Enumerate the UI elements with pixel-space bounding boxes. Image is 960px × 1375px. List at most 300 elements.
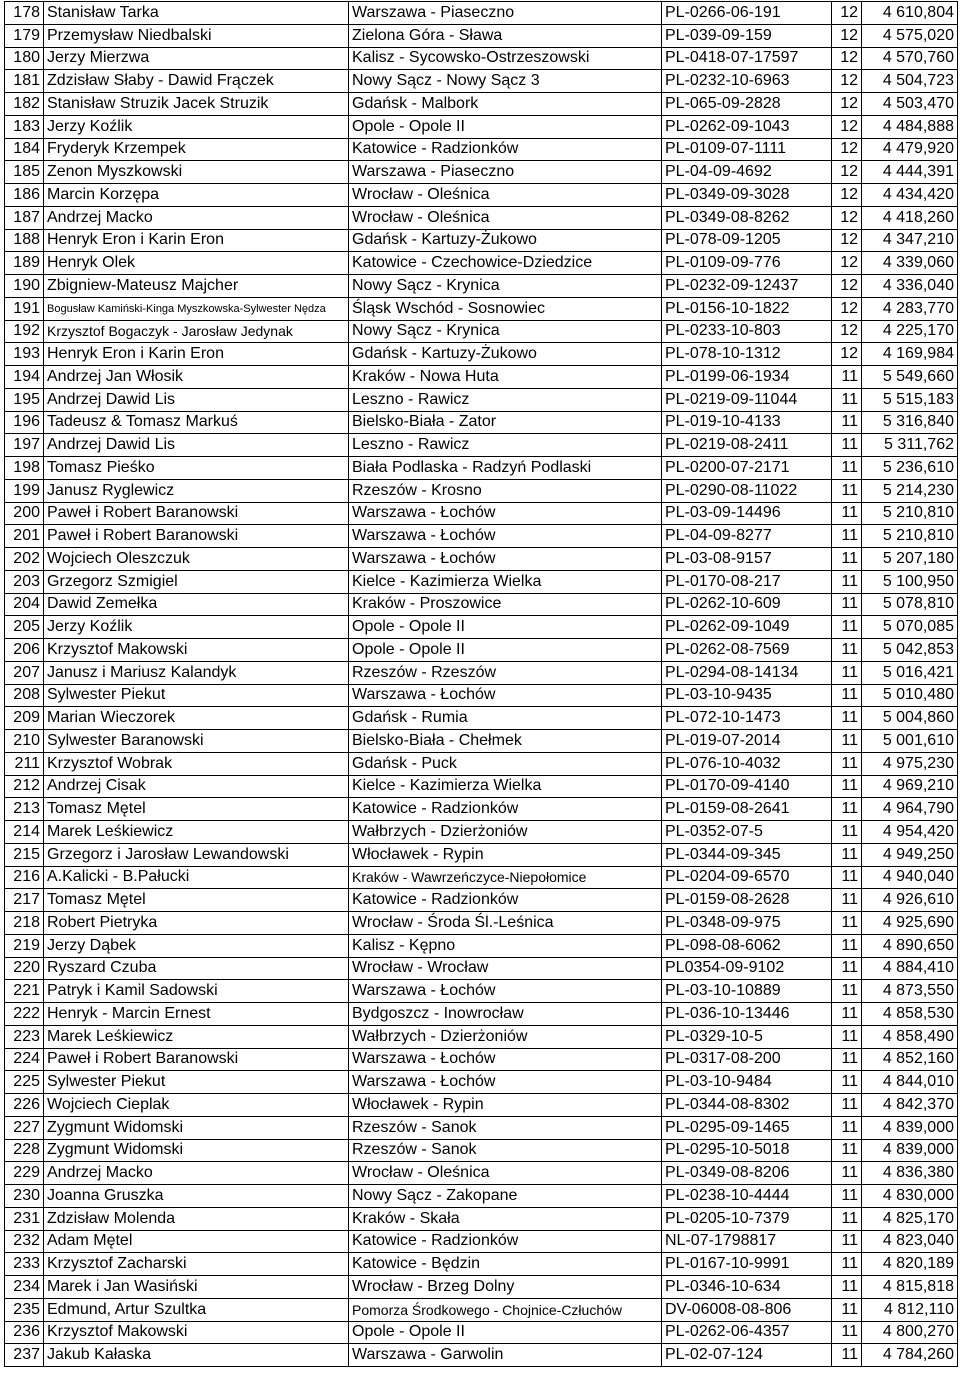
rank-cell: 209 [5, 707, 44, 730]
table-row [5, 2, 958, 25]
count-cell: 11 [832, 1253, 862, 1276]
ring-number-cell: PL-078-10-1312 [662, 343, 832, 366]
count-cell: 12 [832, 70, 862, 93]
ring-number-cell: PL-078-09-1205 [662, 229, 832, 252]
count-cell: 11 [832, 684, 862, 707]
fancier-name-cell: Zygmunt Widomski [44, 1139, 349, 1162]
fancier-name-cell: Jerzy Koźlik [44, 616, 349, 639]
section-cell: Katowice - Radzionków [349, 138, 662, 161]
fancier-name-cell: Adam Mętel [44, 1230, 349, 1253]
points-cell: 4 336,040 [862, 275, 958, 298]
section-cell: Rzeszów - Rzeszów [349, 661, 662, 684]
fancier-name-cell: Stanisław Tarka [44, 2, 349, 25]
points-cell: 4 890,650 [862, 934, 958, 957]
fancier-name-cell: Henryk Eron i Karin Eron [44, 229, 349, 252]
count-cell: 11 [832, 1003, 862, 1026]
ring-number-cell: PL-0295-09-1465 [662, 1116, 832, 1139]
rank-cell: 214 [5, 821, 44, 844]
count-cell: 11 [832, 843, 862, 866]
ring-number-cell: PL-0170-08-217 [662, 570, 832, 593]
rank-cell: 198 [5, 457, 44, 480]
points-cell: 4 479,920 [862, 138, 958, 161]
fancier-name-cell: Robert Pietryka [44, 912, 349, 935]
fancier-name-cell: A.Kalicki - B.Pałucki [44, 866, 349, 889]
rank-cell: 208 [5, 684, 44, 707]
ring-number-cell: PL-036-10-13446 [662, 1003, 832, 1026]
rank-cell: 183 [5, 115, 44, 138]
rank-cell: 216 [5, 866, 44, 889]
points-cell: 4 504,723 [862, 70, 958, 93]
table-row [5, 548, 958, 571]
rank-cell: 205 [5, 616, 44, 639]
count-cell: 12 [832, 115, 862, 138]
table-row [5, 502, 958, 525]
table-row [5, 866, 958, 889]
points-cell: 4 884,410 [862, 957, 958, 980]
table-row [5, 47, 958, 70]
count-cell: 12 [832, 184, 862, 207]
points-cell: 4 852,160 [862, 1048, 958, 1071]
count-cell: 11 [832, 661, 862, 684]
ring-number-cell: PL-0290-08-11022 [662, 479, 832, 502]
table-row [5, 525, 958, 548]
section-cell: Gdańsk - Kartuzy-Żukowo [349, 229, 662, 252]
count-cell: 11 [832, 593, 862, 616]
rank-cell: 227 [5, 1116, 44, 1139]
points-cell: 4 283,770 [862, 297, 958, 320]
count-cell: 11 [832, 1116, 862, 1139]
points-cell: 5 100,950 [862, 570, 958, 593]
points-cell: 4 926,610 [862, 889, 958, 912]
ring-number-cell: PL-0295-10-5018 [662, 1139, 832, 1162]
table-row [5, 479, 958, 502]
table-row [5, 206, 958, 229]
ring-number-cell: PL-03-10-10889 [662, 980, 832, 1003]
fancier-name-cell: Paweł i Robert Baranowski [44, 525, 349, 548]
fancier-name-cell: Marek Leśkiewicz [44, 821, 349, 844]
ring-number-cell: PL-039-09-159 [662, 24, 832, 47]
points-cell: 5 214,230 [862, 479, 958, 502]
section-cell: Śląsk Wschód - Sosnowiec [349, 297, 662, 320]
count-cell: 11 [832, 411, 862, 434]
count-cell: 11 [832, 912, 862, 935]
rank-cell: 222 [5, 1003, 44, 1026]
points-cell: 4 830,000 [862, 1185, 958, 1208]
ring-number-cell: PL-0262-06-4357 [662, 1321, 832, 1344]
count-cell: 11 [832, 639, 862, 662]
count-cell: 11 [832, 388, 862, 411]
count-cell: 11 [832, 1162, 862, 1185]
ring-number-cell: PL-04-09-8277 [662, 525, 832, 548]
section-cell: Kielce - Kazimierza Wielka [349, 570, 662, 593]
table-row [5, 1207, 958, 1230]
ring-number-cell: PL-0200-07-2171 [662, 457, 832, 480]
section-cell: Warszawa - Łochów [349, 525, 662, 548]
section-cell: Bielsko-Biała - Chełmek [349, 730, 662, 753]
section-cell: Warszawa - Łochów [349, 684, 662, 707]
count-cell: 12 [832, 320, 862, 343]
count-cell: 11 [832, 866, 862, 889]
count-cell: 11 [832, 1139, 862, 1162]
table-row [5, 320, 958, 343]
section-cell: Opole - Opole II [349, 1321, 662, 1344]
section-cell: Kielce - Kazimierza Wielka [349, 775, 662, 798]
section-cell: Wałbrzych - Dzierżoniów [349, 1025, 662, 1048]
count-cell: 11 [832, 1321, 862, 1344]
section-cell: Warszawa - Łochów [349, 980, 662, 1003]
count-cell: 11 [832, 1048, 862, 1071]
ring-number-cell: PL-03-10-9435 [662, 684, 832, 707]
section-cell: Wrocław - Oleśnica [349, 206, 662, 229]
section-cell: Rzeszów - Krosno [349, 479, 662, 502]
points-cell: 4 839,000 [862, 1116, 958, 1139]
rank-cell: 217 [5, 889, 44, 912]
section-cell: Gdańsk - Rumia [349, 707, 662, 730]
count-cell: 11 [832, 525, 862, 548]
section-cell: Zielona Góra - Sława [349, 24, 662, 47]
table-row [5, 411, 958, 434]
count-cell: 11 [832, 730, 862, 753]
table-row [5, 616, 958, 639]
rank-cell: 215 [5, 843, 44, 866]
fancier-name-cell: Fryderyk Krzempek [44, 138, 349, 161]
section-cell: Kalisz - Kępno [349, 934, 662, 957]
table-row [5, 980, 958, 1003]
rank-cell: 200 [5, 502, 44, 525]
table-row [5, 752, 958, 775]
fancier-name-cell: Sylwester Baranowski [44, 730, 349, 753]
rank-cell: 185 [5, 161, 44, 184]
points-cell: 4 339,060 [862, 252, 958, 275]
table-row [5, 843, 958, 866]
table-row [5, 70, 958, 93]
ring-number-cell: PL-0159-08-2628 [662, 889, 832, 912]
points-cell: 4 820,189 [862, 1253, 958, 1276]
ring-number-cell: PL-02-07-124 [662, 1344, 832, 1367]
section-cell: Katowice - Będzin [349, 1253, 662, 1276]
points-cell: 4 418,260 [862, 206, 958, 229]
points-cell: 5 016,421 [862, 661, 958, 684]
points-cell: 4 858,530 [862, 1003, 958, 1026]
count-cell: 11 [832, 798, 862, 821]
rank-cell: 213 [5, 798, 44, 821]
results-table [4, 1, 958, 1367]
table-row [5, 593, 958, 616]
ring-number-cell: PL-0232-10-6963 [662, 70, 832, 93]
fancier-name-cell: Henryk Eron i Karin Eron [44, 343, 349, 366]
points-cell: 5 515,183 [862, 388, 958, 411]
fancier-name-cell: Joanna Gruszka [44, 1185, 349, 1208]
ring-number-cell: PL-0219-08-2411 [662, 434, 832, 457]
ring-number-cell: PL-0349-08-8206 [662, 1162, 832, 1185]
fancier-name-cell: Przemysław Niedbalski [44, 24, 349, 47]
section-cell: Wrocław - Oleśnica [349, 184, 662, 207]
points-cell: 5 311,762 [862, 434, 958, 457]
ring-number-cell: PL-0344-08-8302 [662, 1094, 832, 1117]
fancier-name-cell: Andrzej Dawid Lis [44, 434, 349, 457]
ring-number-cell: DV-06008-08-806 [662, 1298, 832, 1321]
points-cell: 4 975,230 [862, 752, 958, 775]
rank-cell: 225 [5, 1071, 44, 1094]
points-cell: 5 207,180 [862, 548, 958, 571]
section-cell: Wrocław - Wrocław [349, 957, 662, 980]
table-row [5, 730, 958, 753]
rank-cell: 230 [5, 1185, 44, 1208]
points-cell: 4 225,170 [862, 320, 958, 343]
rank-cell: 186 [5, 184, 44, 207]
rank-cell: 231 [5, 1207, 44, 1230]
section-cell: Nowy Sącz - Nowy Sącz 3 [349, 70, 662, 93]
table-row [5, 1071, 958, 1094]
points-cell: 4 969,210 [862, 775, 958, 798]
table-row [5, 252, 958, 275]
rank-cell: 219 [5, 934, 44, 957]
count-cell: 11 [832, 570, 862, 593]
table-row [5, 1298, 958, 1321]
ring-number-cell: PL-0167-10-9991 [662, 1253, 832, 1276]
count-cell: 12 [832, 2, 862, 25]
section-cell: Kalisz - Sycowsko-Ostrzeszowski [349, 47, 662, 70]
fancier-name-cell: Janusz Ryglewicz [44, 479, 349, 502]
count-cell: 11 [832, 1094, 862, 1117]
section-cell: Nowy Sącz - Zakopane [349, 1185, 662, 1208]
fancier-name-cell: Tomasz Pieśko [44, 457, 349, 480]
ring-number-cell: PL-072-10-1473 [662, 707, 832, 730]
count-cell: 11 [832, 1276, 862, 1299]
ring-number-cell: PL-03-10-9484 [662, 1071, 832, 1094]
fancier-name-cell: Zygmunt Widomski [44, 1116, 349, 1139]
count-cell: 12 [832, 297, 862, 320]
table-row [5, 775, 958, 798]
points-cell: 5 549,660 [862, 366, 958, 389]
fancier-name-cell: Henryk - Marcin Ernest [44, 1003, 349, 1026]
section-cell: Kraków - Wawrzeńczyce-Niepołomice [349, 866, 662, 889]
fancier-name-cell: Wojciech Oleszczuk [44, 548, 349, 571]
fancier-name-cell: Marek Leśkiewicz [44, 1025, 349, 1048]
rank-cell: 194 [5, 366, 44, 389]
count-cell: 12 [832, 275, 862, 298]
table-row [5, 434, 958, 457]
section-cell: Nowy Sącz - Krynica [349, 275, 662, 298]
section-cell: Opole - Opole II [349, 115, 662, 138]
count-cell: 11 [832, 502, 862, 525]
table-row [5, 93, 958, 116]
points-cell: 5 001,610 [862, 730, 958, 753]
rank-cell: 191 [5, 297, 44, 320]
rank-cell: 232 [5, 1230, 44, 1253]
section-cell: Warszawa - Łochów [349, 548, 662, 571]
points-cell: 4 434,420 [862, 184, 958, 207]
table-row [5, 821, 958, 844]
points-cell: 4 949,250 [862, 843, 958, 866]
rank-cell: 196 [5, 411, 44, 434]
points-cell: 4 610,804 [862, 2, 958, 25]
table-row [5, 388, 958, 411]
ring-number-cell: PL-0233-10-803 [662, 320, 832, 343]
points-cell: 4 925,690 [862, 912, 958, 935]
table-row [5, 798, 958, 821]
fancier-name-cell: Janusz i Mariusz Kalandyk [44, 661, 349, 684]
points-cell: 4 444,391 [862, 161, 958, 184]
rank-cell: 207 [5, 661, 44, 684]
ring-number-cell: PL-0262-09-1043 [662, 115, 832, 138]
ring-number-cell: PL-0348-09-975 [662, 912, 832, 935]
count-cell: 12 [832, 47, 862, 70]
rank-cell: 206 [5, 639, 44, 662]
fancier-name-cell: Bogusław Kamiński-Kinga Myszkowska-Sylwester Nędza [44, 297, 349, 320]
points-cell: 4 347,210 [862, 229, 958, 252]
points-cell: 4 839,000 [862, 1139, 958, 1162]
ring-number-cell: PL-076-10-4032 [662, 752, 832, 775]
count-cell: 12 [832, 138, 862, 161]
section-cell: Warszawa - Piaseczno [349, 161, 662, 184]
section-cell: Warszawa - Garwolin [349, 1344, 662, 1367]
fancier-name-cell: Zenon Myszkowski [44, 161, 349, 184]
section-cell: Nowy Sącz - Krynica [349, 320, 662, 343]
ring-number-cell: PL-03-08-9157 [662, 548, 832, 571]
rank-cell: 212 [5, 775, 44, 798]
count-cell: 11 [832, 1207, 862, 1230]
count-cell: 11 [832, 934, 862, 957]
rank-cell: 223 [5, 1025, 44, 1048]
points-cell: 4 823,040 [862, 1230, 958, 1253]
fancier-name-cell: Sylwester Piekut [44, 684, 349, 707]
section-cell: Wrocław - Oleśnica [349, 1162, 662, 1185]
ring-number-cell: PL-0344-09-345 [662, 843, 832, 866]
ring-number-cell: PL-0238-10-4444 [662, 1185, 832, 1208]
count-cell: 12 [832, 229, 862, 252]
fancier-name-cell: Krzysztof Makowski [44, 639, 349, 662]
points-cell: 5 236,610 [862, 457, 958, 480]
section-cell: Katowice - Radzionków [349, 1230, 662, 1253]
rank-cell: 233 [5, 1253, 44, 1276]
section-cell: Kraków - Nowa Huta [349, 366, 662, 389]
section-cell: Katowice - Radzionków [349, 889, 662, 912]
ring-number-cell: PL-0170-09-4140 [662, 775, 832, 798]
rank-cell: 189 [5, 252, 44, 275]
ring-number-cell: PL-0109-07-1111 [662, 138, 832, 161]
fancier-name-cell: Marcin Korzępa [44, 184, 349, 207]
fancier-name-cell: Tadeusz & Tomasz Markuś [44, 411, 349, 434]
table-row [5, 184, 958, 207]
table-row [5, 912, 958, 935]
section-cell: Włocławek - Rypin [349, 843, 662, 866]
fancier-name-cell: Marian Wieczorek [44, 707, 349, 730]
ring-number-cell: PL-0262-10-609 [662, 593, 832, 616]
fancier-name-cell: Zdzisław Molenda [44, 1207, 349, 1230]
ring-number-cell: PL-0294-08-14134 [662, 661, 832, 684]
section-cell: Wrocław - Środa Śl.-Leśnica [349, 912, 662, 935]
section-cell: Warszawa - Piaseczno [349, 2, 662, 25]
table-row [5, 1094, 958, 1117]
ring-number-cell: PL-0317-08-200 [662, 1048, 832, 1071]
rank-cell: 182 [5, 93, 44, 116]
table-row [5, 1230, 958, 1253]
count-cell: 11 [832, 616, 862, 639]
count-cell: 11 [832, 366, 862, 389]
table-row [5, 343, 958, 366]
fancier-name-cell: Jerzy Dąbek [44, 934, 349, 957]
fancier-name-cell: Jakub Kałaska [44, 1344, 349, 1367]
table-row [5, 934, 958, 957]
points-cell: 4 940,040 [862, 866, 958, 889]
count-cell: 12 [832, 24, 862, 47]
table-row [5, 457, 958, 480]
points-cell: 4 836,380 [862, 1162, 958, 1185]
table-row [5, 1025, 958, 1048]
table-row [5, 138, 958, 161]
rank-cell: 210 [5, 730, 44, 753]
rank-cell: 199 [5, 479, 44, 502]
table-row [5, 1344, 958, 1367]
ring-number-cell: PL-0266-06-191 [662, 2, 832, 25]
ring-number-cell: PL-019-07-2014 [662, 730, 832, 753]
rank-cell: 234 [5, 1276, 44, 1299]
section-cell: Opole - Opole II [349, 616, 662, 639]
rank-cell: 197 [5, 434, 44, 457]
count-cell: 11 [832, 957, 862, 980]
rank-cell: 181 [5, 70, 44, 93]
ring-number-cell: PL-019-10-4133 [662, 411, 832, 434]
table-row [5, 1253, 958, 1276]
table-row [5, 1048, 958, 1071]
rank-cell: 228 [5, 1139, 44, 1162]
fancier-name-cell: Marek i Jan Wasiński [44, 1276, 349, 1299]
ring-number-cell: PL-0232-09-12437 [662, 275, 832, 298]
table-row [5, 1139, 958, 1162]
ring-number-cell: PL-0418-07-17597 [662, 47, 832, 70]
count-cell: 12 [832, 206, 862, 229]
fancier-name-cell: Grzegorz i Jarosław Lewandowski [44, 843, 349, 866]
points-cell: 5 042,853 [862, 639, 958, 662]
fancier-name-cell: Grzegorz Szmigiel [44, 570, 349, 593]
fancier-name-cell: Tomasz Mętel [44, 889, 349, 912]
rank-cell: 192 [5, 320, 44, 343]
count-cell: 11 [832, 479, 862, 502]
table-row [5, 229, 958, 252]
ring-number-cell: PL-0204-09-6570 [662, 866, 832, 889]
table-row [5, 707, 958, 730]
table-row [5, 366, 958, 389]
fancier-name-cell: Krzysztof Bogaczyk - Jarosław Jedynak [44, 320, 349, 343]
table-row [5, 115, 958, 138]
fancier-name-cell: Andrzej Cisak [44, 775, 349, 798]
points-cell: 4 954,420 [862, 821, 958, 844]
table-row [5, 639, 958, 662]
rank-cell: 178 [5, 2, 44, 25]
section-cell: Rzeszów - Sanok [349, 1139, 662, 1162]
table-row [5, 1116, 958, 1139]
ring-number-cell: PL-04-09-4692 [662, 161, 832, 184]
ring-number-cell: NL-07-1798817 [662, 1230, 832, 1253]
fancier-name-cell: Jerzy Mierzwa [44, 47, 349, 70]
section-cell: Opole - Opole II [349, 639, 662, 662]
section-cell: Wałbrzych - Dzierżoniów [349, 821, 662, 844]
rank-cell: 188 [5, 229, 44, 252]
points-cell: 5 316,840 [862, 411, 958, 434]
fancier-name-cell: Andrzej Jan Włosik [44, 366, 349, 389]
ring-number-cell: PL-098-08-6062 [662, 934, 832, 957]
ring-number-cell: PL-0156-10-1822 [662, 297, 832, 320]
points-cell: 5 010,480 [862, 684, 958, 707]
table-row [5, 1276, 958, 1299]
fancier-name-cell: Paweł i Robert Baranowski [44, 502, 349, 525]
section-cell: Gdańsk - Puck [349, 752, 662, 775]
points-cell: 4 842,370 [862, 1094, 958, 1117]
points-cell: 4 570,760 [862, 47, 958, 70]
fancier-name-cell: Krzysztof Zacharski [44, 1253, 349, 1276]
count-cell: 12 [832, 93, 862, 116]
